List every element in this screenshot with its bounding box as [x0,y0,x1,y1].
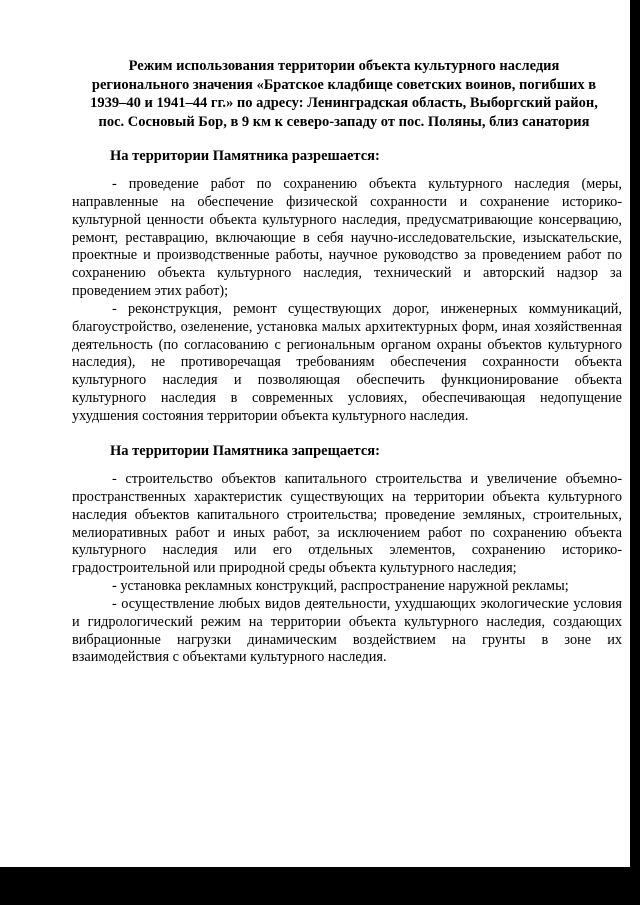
document-title [70,57,618,131]
title-line: Режим использования территории объекта культурного наследия [128,58,560,74]
title-line: регионального значения «Братское кладбище советских воинов, погибших в [91,76,597,93]
title-line: пос. Сосновый Бор, в 9 км к северо-западу от пос. Поляны, близ санатория [98,113,590,130]
prohibited-list [72,471,622,667]
allowed-item: - проведение работ по сохранению объекта культурного наследия (меры, направленные на обеспечение физической сохранности и сохранение историко-культурной ценности объекта культурного наследия, предусматривающие консервацию, ремонт, реставрацию, включающие в себя научно-исследовательские, изыскательские, проектные и производственные работы, научное руководство за проведением работ по сохранению объекта культурного наследия, технический и авторский надзор за проведением этих работ); [72,176,622,300]
allowed-item: - реконструкция, ремонт существующих дорог, инженерных коммуникаций, благоустройство, озеленение, установка малых архитектурных форм, иная хозяйственная деятельность (по согласованию с региональным органом охраны объектов культурного наследия), не противоречащая требованиям обеспечения сохранности объекта культурного наследия и позволяющая обеспечить функционирование объекта культурного наследия в современных условиях, обеспечивающая недопущение ухудшения состояния территории объекта культурного наследия. [72,300,622,424]
prohibited-item: - осуществление любых видов деятельности, ухудшающих экологические условия и гидрологический режим на территории объекта культурного наследия, создающих вибрационные нагрузки динамическим воздействием на грунты в зоне их взаимодействия с объектами культурного наследия. [72,595,622,666]
prohibited-item: - строительство объектов капитального строительства и увеличение объемно-пространственных характеристик существующих на территории объекта культурного наследия объектов капитального строительства; проведение земляных, строительных, мелиоративных работ и иных работ, за исключением работ по сохранению объекта культурного наследия или его отдельных элементов, сохранению историко-градостроительной или природной среды объекта культурного наследия; [72,471,622,577]
allowed-list [72,176,622,426]
title-line: 1939–40 и 1941–44 гг.» по адресу: Ленинградская область, Выборгский район, [90,95,598,111]
allowed-heading: На территории Памятника разрешается: [110,148,380,164]
prohibited-item: - установка рекламных конструкций, распространение наружной рекламы; [112,578,569,595]
prohibited-heading: На территории Памятника запрещается: [110,443,380,459]
